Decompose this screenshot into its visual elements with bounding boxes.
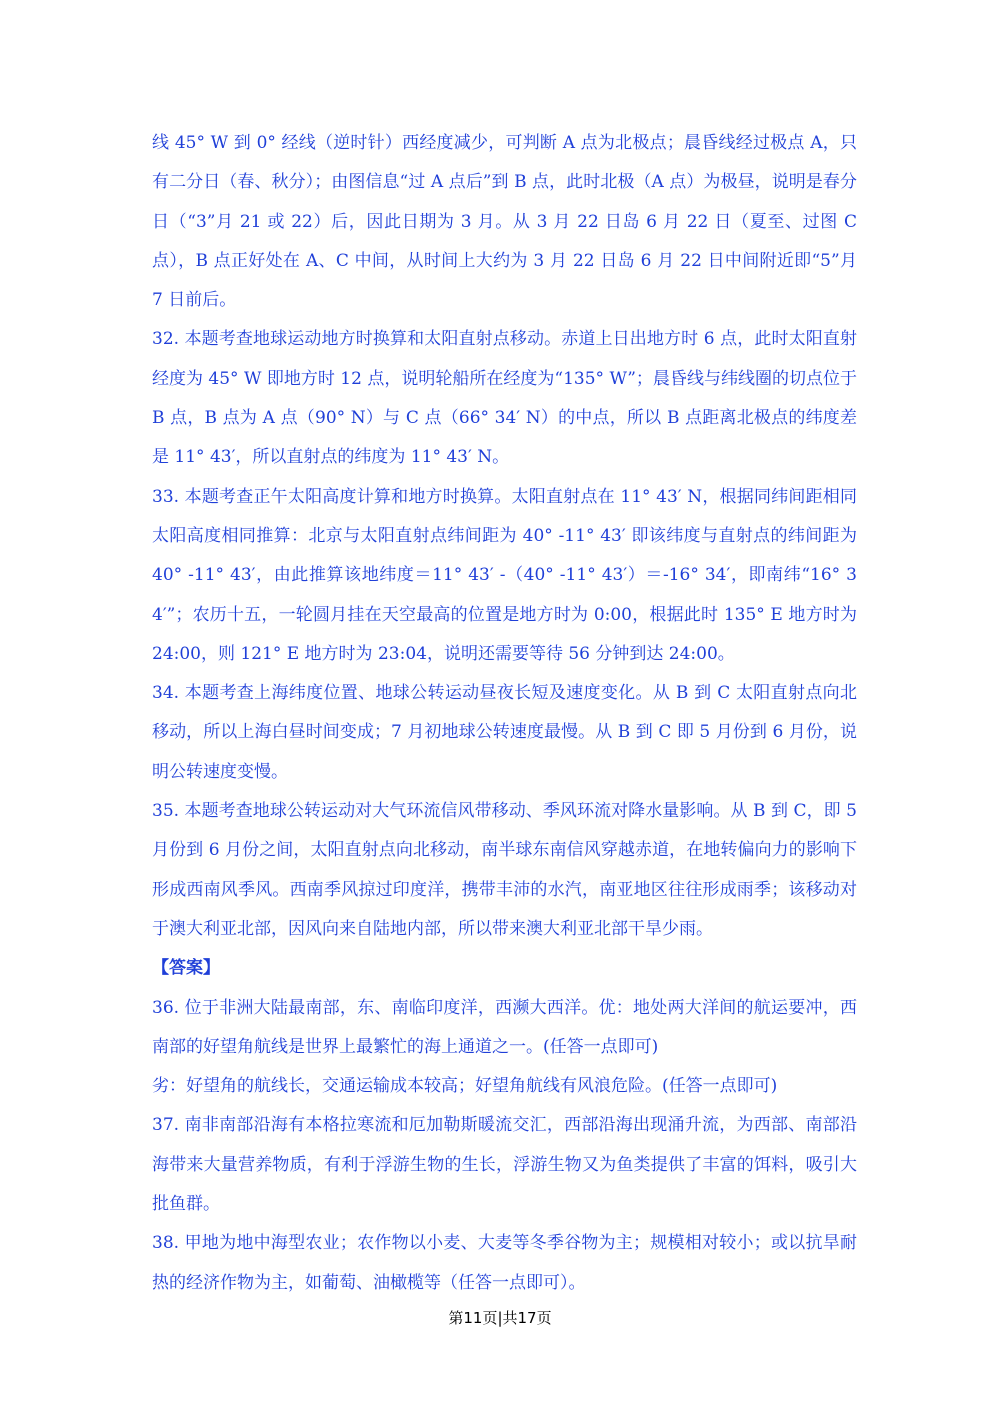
paragraph-31-continued: 线 45° W 到 0° 经线（逆时针）西经度减少，可判断 A 点为北极点；晨昏线经过极点 A，只有二分日（春、秋分）；由图信息“过 A 点后”到 B 点，此时北极（A 点）为极昼，说明是春分日（“3”月 21 或 22）后，因此日期为 3 月。从 3 月 22 日岛 6 月 22 日（夏至、过图 C 点），B 点正好处在 A、C 中间，从时间上大约为 3 月 22 日岛 6 月 22 日中间附近即“5”月 7 日前后。: [152, 133, 857, 311]
answer-heading: 【答案】: [152, 958, 220, 979]
paragraph-33: 33. 本题考查正午太阳高度计算和地方时换算。太阳直射点在 11° 43′ N，根据同纬间距相同太阳高度相同推算：北京与太阳直射点纬间距为 40° -11° 43′ 即该纬度与直射点的纬间距为 40° -11° 43′，由此推算该地纬度＝11° 43′ -（40° -11° 43′）＝-16° 34′，即南纬“16° 34′”；农历十五，一轮圆月挂在天空最高的位置是地方时为 0:00，根据此时 135° E 地方时为 24:00，则 121° E 地方时为 23:04，说明还需要等待 56 分钟到达 24:00。: [152, 486, 857, 664]
paragraph-35: 35. 本题考查地球公转运动对大气环流信风带移动、季风环流对降水量影响。从 B 到 C，即 5 月份到 6 月份之间，太阳直射点向北移动，南半球东南信风穿越赤道，在地转偏向力的影响下形成西南风季风。西南季风掠过印度洋，携带丰沛的水汽，南亚地区往往形成雨季；该移动对于澳大利亚北部，因风向来自陆地内部，所以带来澳大利亚北部干旱少雨。: [152, 801, 857, 939]
page-footer: 第11页|共17页: [448, 1309, 552, 1327]
answer-38: 38. 甲地为地中海型农业；农作物以小麦、大麦等冬季谷物为主；规模相对较小；或以抗旱耐热的经济作物为主，如葡萄、油橄榄等（任答一点即可）。: [152, 1233, 857, 1293]
answer-36: 36. 位于非洲大陆最南部，东、南临印度洋，西濒大西洋。优：地处两大洋间的航运要冲，西南部的好望角航线是世界上最繁忙的海上通道之一。(任答一点即可): [152, 997, 857, 1057]
paragraph-32: 32. 本题考查地球运动地方时换算和太阳直射点移动。赤道上日出地方时 6 点，此时太阳直射经度为 45° W 即地方时 12 点，说明轮船所在经度为“135° W”；晨昏线与纬线圈的切点位于 B 点，B 点为 A 点（90° N）与 C 点（66° 34′ N）的中点，所以 B 点距离北极点的纬度差是 11° 43′，所以直射点的纬度为 11° 43′ N。: [152, 329, 857, 468]
answer-37: 37. 南非南部沿海有本格拉寒流和厄加勒斯暖流交汇，西部沿海出现涌升流，为西部、南部沿海带来大量营养物质，有利于浮游生物的生长，浮游生物又为鱼类提供了丰富的饵料，吸引大批鱼群。: [152, 1115, 857, 1215]
page-content: [152, 124, 857, 1303]
answer-36-disadvantage: 劣：好望角的航线长，交通运输成本较高；好望角航线有风浪危险。(任答一点即可): [152, 1076, 778, 1097]
paragraph-34: 34. 本题考查上海纬度位置、地球公转运动昼夜长短及速度变化。从 B 到 C 太阳直射点向北移动，所以上海白昼时间变成；7 月初地球公转速度最慢。从 B 到 C 即 5 月份到 6 月份，说明公转速度变慢。: [152, 683, 857, 782]
